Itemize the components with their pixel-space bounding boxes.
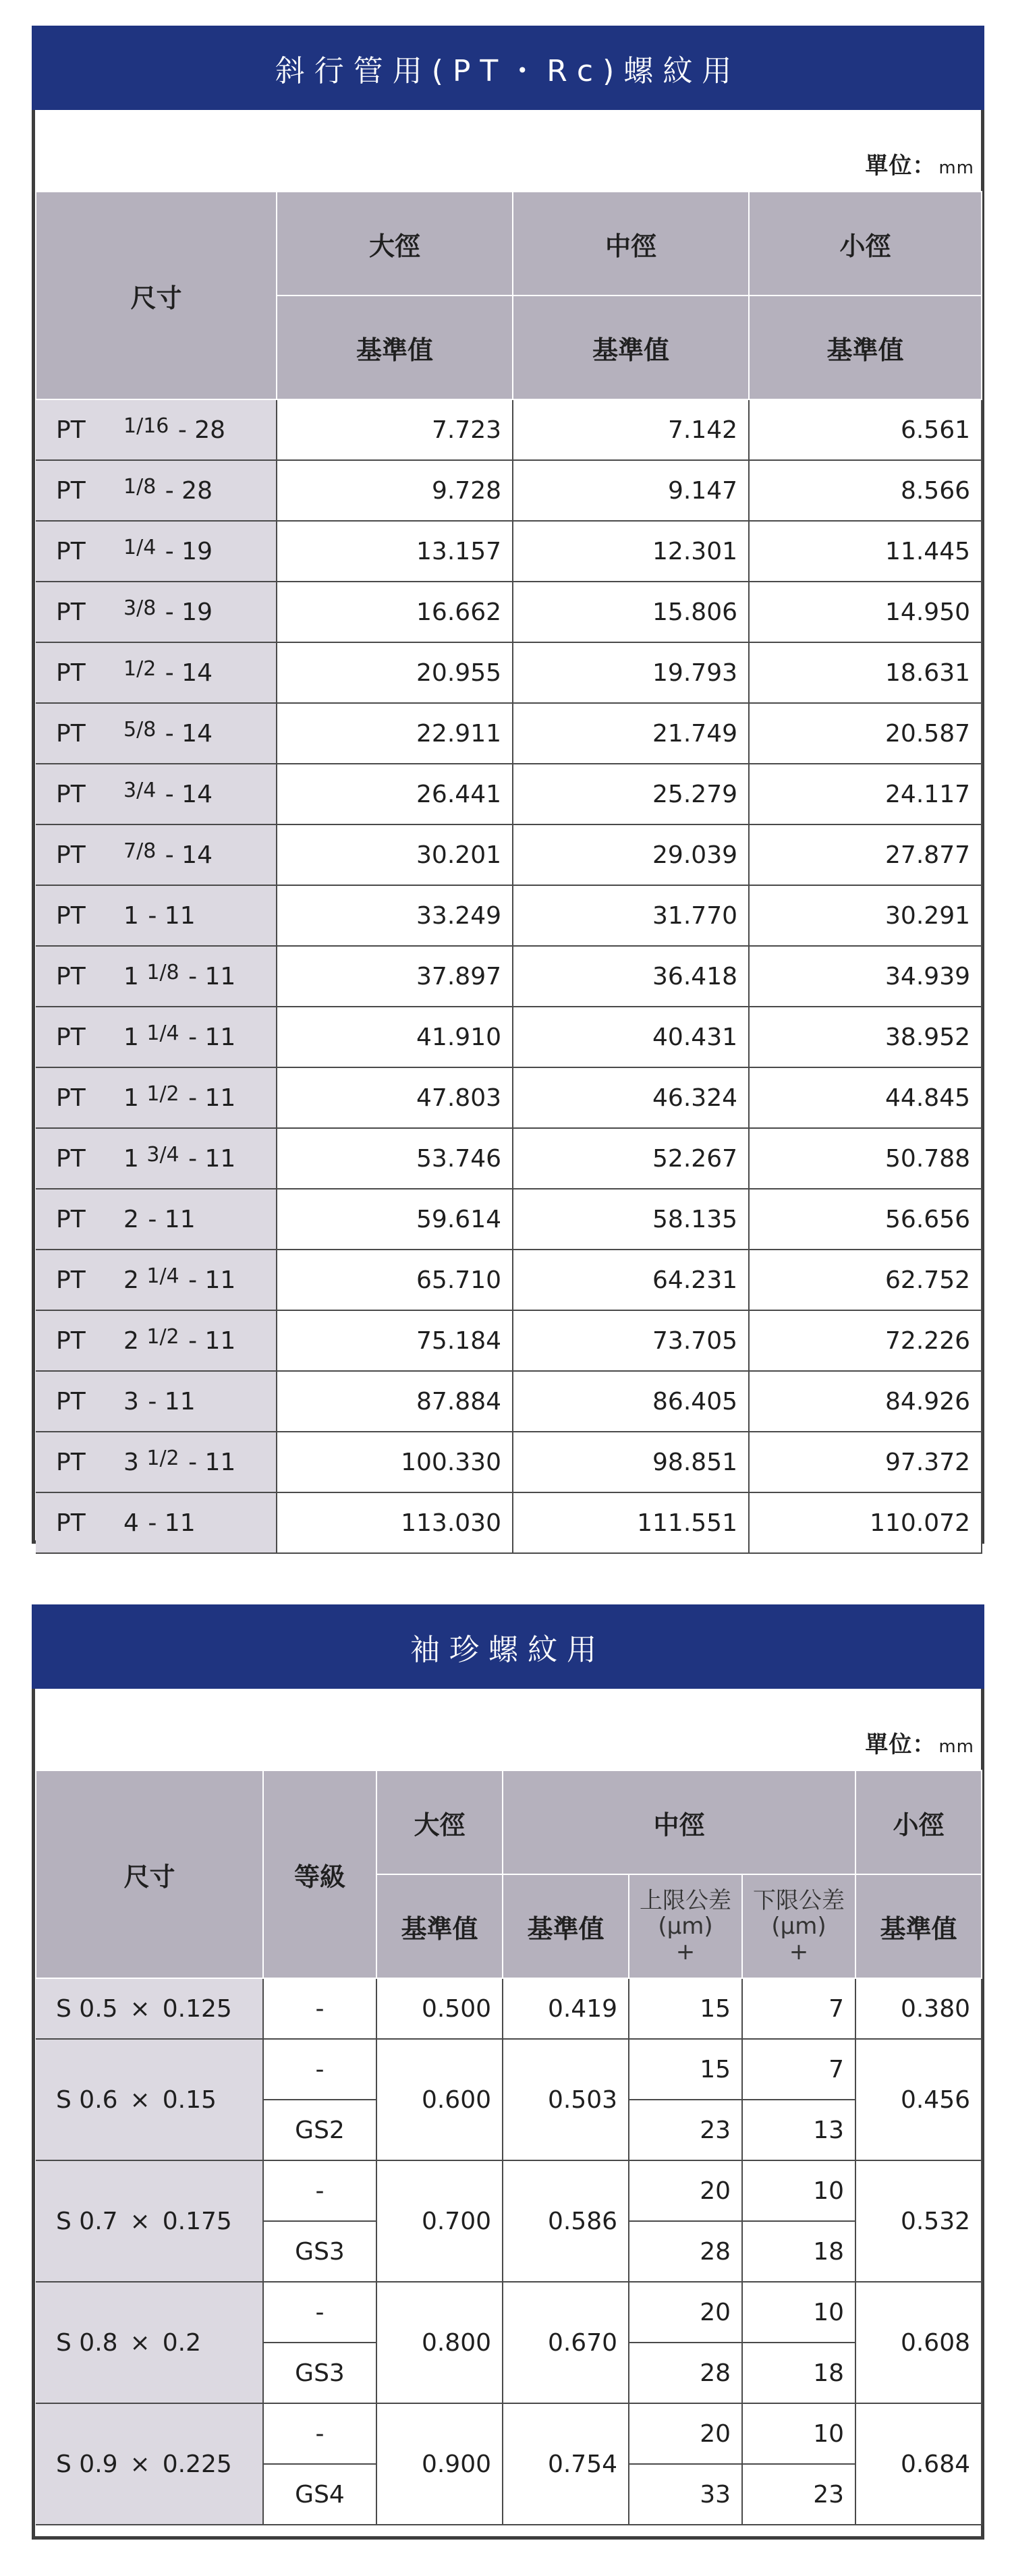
upper-tolerance-value: 20 <box>629 2282 742 2343</box>
minor-value: 8.566 <box>749 460 982 521</box>
major-value: 22.911 <box>277 703 513 764</box>
upper-tolerance-value: 28 <box>629 2343 742 2403</box>
minor-value: 38.952 <box>749 1007 982 1067</box>
table-row <box>36 642 982 703</box>
minor-value: 72.226 <box>749 1310 982 1371</box>
minor-value: 97.372 <box>749 1432 982 1492</box>
table2-unit-row <box>35 1689 981 1770</box>
pitch-basic-value: 0.503 <box>503 2039 629 2160</box>
pitch-value: 64.231 <box>513 1250 749 1310</box>
pitch-value: 25.279 <box>513 764 749 824</box>
major-value: 113.030 <box>277 1492 513 1553</box>
header-pitch-basic: 基準值 <box>513 296 749 399</box>
table2-title: 袖珍螺紋用 <box>32 1604 984 1689</box>
major-value: 53.746 <box>277 1128 513 1189</box>
minor-value: 18.631 <box>749 642 982 703</box>
pt-thread-panel <box>32 26 984 1544</box>
minor-value: 56.656 <box>749 1189 982 1250</box>
header-minor: 小徑 <box>855 1770 982 1874</box>
major-value: 59.614 <box>277 1189 513 1250</box>
minor-value: 0.380 <box>855 1978 982 2039</box>
pitch-value: 86.405 <box>513 1371 749 1432</box>
minor-value: 6.561 <box>749 399 982 460</box>
size-cell: PT $^{7/8}$ - 14 <box>36 824 277 885</box>
upper-tolerance-value: 28 <box>629 2221 742 2282</box>
header-lower-tolerance: 下限公差 (μm) + <box>742 1874 855 1978</box>
size-cell: PT $^{3/4}$ - 14 <box>36 764 277 824</box>
minor-value: 0.608 <box>855 2282 982 2403</box>
minor-value: 14.950 <box>749 582 982 642</box>
header-size: 尺寸 <box>36 1770 263 1978</box>
minor-value: 84.926 <box>749 1371 982 1432</box>
major-value: 0.500 <box>376 1978 503 2039</box>
size-cell: PT $^{1/8}$ - 28 <box>36 460 277 521</box>
header-major-basic: 基準值 <box>376 1874 503 1978</box>
table2-unit: 單位： mm <box>865 1731 974 1758</box>
grade-value: - <box>263 2039 376 2100</box>
minor-value: 27.877 <box>749 824 982 885</box>
table-row <box>36 521 982 582</box>
major-value: 20.955 <box>277 642 513 703</box>
major-value: 0.600 <box>376 2039 503 2160</box>
size-cell: S 0.6 × 0.15 <box>36 2039 263 2160</box>
table-row <box>36 703 982 764</box>
major-value: 0.700 <box>376 2160 503 2282</box>
pitch-value: 9.147 <box>513 460 749 521</box>
pitch-value: 73.705 <box>513 1310 749 1371</box>
size-cell: S 0.9 × 0.225 <box>36 2403 263 2525</box>
miniature-thread-panel <box>32 1604 984 2540</box>
pitch-basic-value: 0.754 <box>503 2403 629 2525</box>
table-row <box>36 885 982 946</box>
header-size: 尺寸 <box>36 192 277 399</box>
pitch-value: 15.806 <box>513 582 749 642</box>
pitch-value: 46.324 <box>513 1067 749 1128</box>
lower-tolerance-value: 10 <box>742 2403 855 2464</box>
minor-value: 11.445 <box>749 521 982 582</box>
grade-value: GS3 <box>263 2221 376 2282</box>
major-value: 100.330 <box>277 1432 513 1492</box>
pitch-value: 58.135 <box>513 1189 749 1250</box>
lower-tolerance-value: 18 <box>742 2343 855 2403</box>
pitch-basic-value: 0.670 <box>503 2282 629 2403</box>
size-cell: S 0.8 × 0.2 <box>36 2282 263 2403</box>
table-row <box>36 1007 982 1067</box>
pitch-value: 21.749 <box>513 703 749 764</box>
size-cell: PT 1 $^{1/4}$ - 11 <box>36 1007 277 1067</box>
major-value: 65.710 <box>277 1250 513 1310</box>
table1-unit: 單位： mm <box>865 152 974 179</box>
major-value: 47.803 <box>277 1067 513 1128</box>
major-value: 41.910 <box>277 1007 513 1067</box>
major-value: 26.441 <box>277 764 513 824</box>
size-cell: PT 3 - 11 <box>36 1371 277 1432</box>
upper-tolerance-value: 20 <box>629 2403 742 2464</box>
table-row <box>36 946 982 1007</box>
minor-value: 50.788 <box>749 1128 982 1189</box>
header-minor-basic: 基準值 <box>855 1874 982 1978</box>
table-row <box>36 1128 982 1189</box>
lower-tolerance-value: 13 <box>742 2100 855 2160</box>
table-row <box>36 764 982 824</box>
minor-value: 62.752 <box>749 1250 982 1310</box>
size-cell: PT 2 - 11 <box>36 1189 277 1250</box>
pitch-basic-value: 0.419 <box>503 1978 629 2039</box>
major-value: 37.897 <box>277 946 513 1007</box>
lower-tolerance-value: 7 <box>742 2039 855 2100</box>
major-value: 0.800 <box>376 2282 503 2403</box>
major-value: 7.723 <box>277 399 513 460</box>
lower-tolerance-value: 23 <box>742 2464 855 2525</box>
size-cell: PT $^{3/8}$ - 19 <box>36 582 277 642</box>
table-row <box>36 1978 982 2039</box>
major-value: 30.201 <box>277 824 513 885</box>
header-major: 大徑 <box>376 1770 503 1874</box>
table-row <box>36 824 982 885</box>
minor-value: 0.684 <box>855 2403 982 2525</box>
size-cell: PT $^{5/8}$ - 14 <box>36 703 277 764</box>
header-major-basic: 基準值 <box>277 296 513 399</box>
table1-title: 斜行管用(PT・Rc)螺紋用 <box>32 26 984 110</box>
table-row <box>36 1492 982 1553</box>
major-value: 0.900 <box>376 2403 503 2525</box>
lower-tolerance-value: 10 <box>742 2160 855 2221</box>
table-row <box>36 2039 982 2100</box>
size-cell: PT $^{1/4}$ - 19 <box>36 521 277 582</box>
header-upper-tolerance: 上限公差 (μm) + <box>629 1874 742 1978</box>
table-row <box>36 1310 982 1371</box>
major-value: 75.184 <box>277 1310 513 1371</box>
upper-tolerance-value: 33 <box>629 2464 742 2525</box>
pitch-value: 111.551 <box>513 1492 749 1553</box>
grade-value: - <box>263 2160 376 2221</box>
lower-tolerance-value: 7 <box>742 1978 855 2039</box>
size-cell: PT 2 $^{1/4}$ - 11 <box>36 1250 277 1310</box>
header-major: 大徑 <box>277 192 513 296</box>
size-cell: PT $^{1/2}$ - 14 <box>36 642 277 703</box>
size-cell: S 0.7 × 0.175 <box>36 2160 263 2282</box>
upper-tolerance-value: 20 <box>629 2160 742 2221</box>
header-minor-basic: 基準值 <box>749 296 982 399</box>
size-cell: PT 1 $^{3/4}$ - 11 <box>36 1128 277 1189</box>
minor-value: 0.456 <box>855 2039 982 2160</box>
pitch-value: 40.431 <box>513 1007 749 1067</box>
size-cell: S 0.5 × 0.125 <box>36 1978 263 2039</box>
major-value: 33.249 <box>277 885 513 946</box>
minor-value: 44.845 <box>749 1067 982 1128</box>
size-cell: PT 2 $^{1/2}$ - 11 <box>36 1310 277 1371</box>
table1-unit-row <box>35 110 981 191</box>
miniature-thread-table <box>35 1770 982 2525</box>
upper-tolerance-value: 15 <box>629 1978 742 2039</box>
table-row <box>36 1250 982 1310</box>
size-cell: PT $^{1/16}$ - 28 <box>36 399 277 460</box>
header-pitch-basic: 基準值 <box>503 1874 629 1978</box>
table-row <box>36 2282 982 2343</box>
pitch-value: 19.793 <box>513 642 749 703</box>
grade-value: GS2 <box>263 2100 376 2160</box>
size-cell: PT 3 $^{1/2}$ - 11 <box>36 1432 277 1492</box>
major-value: 87.884 <box>277 1371 513 1432</box>
pitch-value: 52.267 <box>513 1128 749 1189</box>
grade-value: - <box>263 2282 376 2343</box>
minor-value: 20.587 <box>749 703 982 764</box>
pitch-value: 31.770 <box>513 885 749 946</box>
grade-value: GS4 <box>263 2464 376 2525</box>
table-row <box>36 582 982 642</box>
table-row <box>36 2160 982 2221</box>
table-row <box>36 1189 982 1250</box>
table-row <box>36 1067 982 1128</box>
table-row <box>36 2403 982 2464</box>
upper-tolerance-value: 15 <box>629 2039 742 2100</box>
grade-value: - <box>263 2403 376 2464</box>
header-minor: 小徑 <box>749 192 982 296</box>
table-row <box>36 1432 982 1492</box>
upper-tolerance-value: 23 <box>629 2100 742 2160</box>
minor-value: 34.939 <box>749 946 982 1007</box>
major-value: 9.728 <box>277 460 513 521</box>
size-cell: PT 1 $^{1/2}$ - 11 <box>36 1067 277 1128</box>
pitch-value: 12.301 <box>513 521 749 582</box>
header-pitch: 中徑 <box>503 1770 855 1874</box>
minor-value: 110.072 <box>749 1492 982 1553</box>
minor-value: 30.291 <box>749 885 982 946</box>
grade-value: - <box>263 1978 376 2039</box>
size-cell: PT 4 - 11 <box>36 1492 277 1553</box>
size-cell: PT 1 - 11 <box>36 885 277 946</box>
pitch-value: 29.039 <box>513 824 749 885</box>
grade-value: GS3 <box>263 2343 376 2403</box>
lower-tolerance-value: 10 <box>742 2282 855 2343</box>
pitch-value: 36.418 <box>513 946 749 1007</box>
table-row <box>36 1371 982 1432</box>
pitch-basic-value: 0.586 <box>503 2160 629 2282</box>
major-value: 13.157 <box>277 521 513 582</box>
size-cell: PT 1 $^{1/8}$ - 11 <box>36 946 277 1007</box>
minor-value: 0.532 <box>855 2160 982 2282</box>
minor-value: 24.117 <box>749 764 982 824</box>
pitch-value: 7.142 <box>513 399 749 460</box>
pitch-value: 98.851 <box>513 1432 749 1492</box>
header-pitch: 中徑 <box>513 192 749 296</box>
lower-tolerance-value: 18 <box>742 2221 855 2282</box>
major-value: 16.662 <box>277 582 513 642</box>
pt-thread-table <box>35 191 982 1554</box>
table-row <box>36 399 982 460</box>
table-row <box>36 460 982 521</box>
header-grade: 等級 <box>263 1770 376 1978</box>
